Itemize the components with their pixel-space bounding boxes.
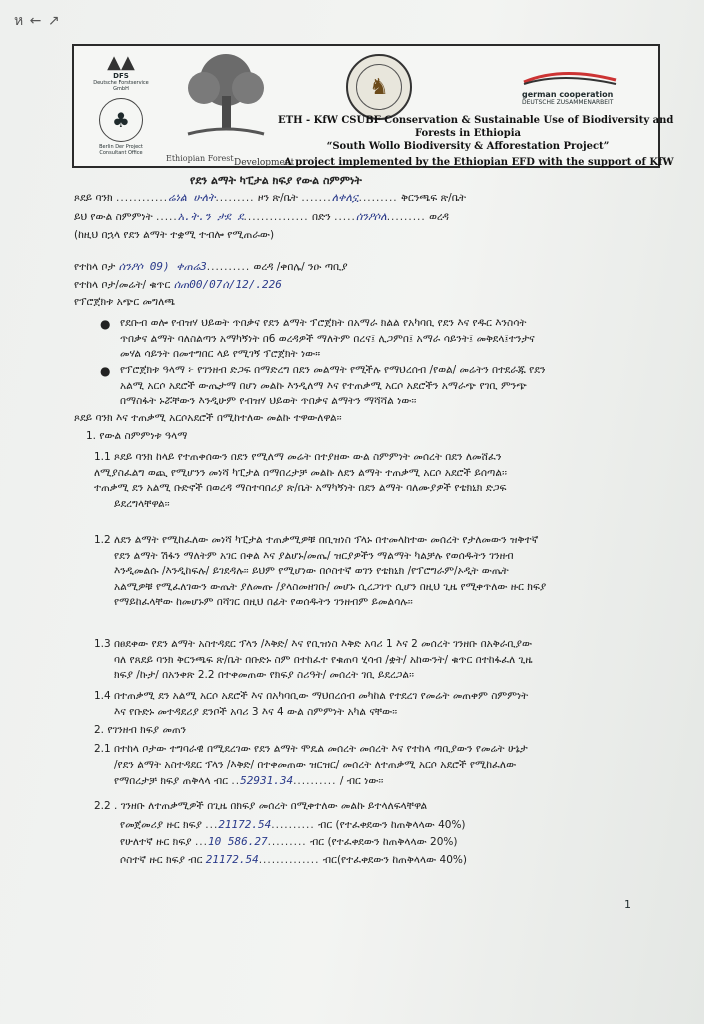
header-line3: “South Wollo Biodiversity & Afforestation Project” bbox=[326, 141, 610, 152]
hw-branch: ለቀለኗ bbox=[331, 191, 359, 204]
header-line4: A project implemented by the Ethiopian EFD with the support of KfW bbox=[284, 157, 674, 168]
development-label: Development bbox=[234, 158, 295, 168]
dfs-subtitle: Deutsche Forstservice GmbH bbox=[93, 80, 149, 92]
gc-sub: DEUTSCHE ZUSAMMENARBEIT bbox=[522, 99, 614, 106]
section-1-heading: 1. የውል ስምምነቱ ዓላማ bbox=[86, 430, 188, 442]
hw-pay1: 21172.54 bbox=[218, 818, 272, 831]
handwritten-mark: ห ← ↗ bbox=[14, 13, 61, 29]
dfs-tree-icon: ▲▲ bbox=[107, 52, 135, 73]
hw-woreda: ሰንዖሶለ bbox=[355, 210, 387, 223]
dfs-logo bbox=[90, 54, 152, 156]
section-2-heading: 2. የገንዘብ ክፍያ መጠን bbox=[94, 724, 187, 736]
clause-1-2: 1.2 ለደን ልማት የሚከፈለው መነሻ ካፒታል ተጠቃሚዎቹ በቢዝነስ ፕላኑ በተመላከተው መሰረት የታለመውን ዝቅተኛ የደን ልማት ሽፋን ማለትም አገር በቀል እና ያልሆኑ/መጤ/ ዝርያዎችን ማልማት ካልቻሉ የወሰዱትን ገንዘብ እንዲመልሱ /እንዲከፍሉ/ ይገደዳሉ፡፡ ይህም የሚሆነው በሶስተኛ ወገን የቴክኒክ /የፕሮግራም/ኦዲት ውጤት አልሚዎቹ የሚፈለገውን ውጤት ያለመጡ /ያላስመዘገቡ/ መሆኑ ሲረጋገጥ ሲሆን በዚህ ጊዜ የሚቀጥለው ዙር ክፍያ የማይከፈላቸው ከመሆኑም በሻገር በዚህ በፊት የወሰዱትን ገንዘብም ይመልሳሉ፡፡ bbox=[94, 534, 547, 608]
antelope-icon: ♞ bbox=[356, 64, 402, 110]
row-called: (ከዚህ በኋላ የደን ልማት ተቋሚ ተብሎ የሚጠራው) bbox=[74, 229, 275, 241]
project-header-box bbox=[72, 44, 674, 168]
payment-2: የሁለተኛ ዙር ክፍያ ...10 586.27......... ብር (የተፈቀደውን ከጠቅላላው 20%) bbox=[120, 835, 458, 848]
intro-line: ጾደይ ባንክ እና ተጠቃሚ አርሶአደሮች በሚከተለው መልኩ ተዋውለዋል፡፡ bbox=[74, 412, 342, 424]
tree-logo-icon bbox=[180, 50, 272, 146]
dfs-caption: Berlin Der Project Consultant Office bbox=[99, 144, 143, 156]
payment-3: ሶስተኛ ዙር ክፍያ ብር 21172.54.............. ብር(የተፈቀደውን ከጠቅላላው 40%) bbox=[120, 853, 467, 866]
header-line2: Forests in Ethiopia bbox=[414, 128, 521, 139]
german-cooperation-logo bbox=[522, 70, 618, 106]
clause-2-1: 2.1 በተከላ ቦታው ተግባራዊ በሚደረገው የደን ልማት ሞዴል መሰረት መሰረት እና የተከላ ጣቢያውን የመሬት ሁኔታ /የደን ልማት አስተዳደር ፕላን /እቅድ/ በተቀመጠው ዝርዝር/ መሰረት ለተጠቃሚ አርሶ አደሮች የሚከፈለው የማበረታቻ ክፍያ ጠቅላላ ብር ..52931.34.......... / ብር ነው፡፡ bbox=[94, 743, 528, 787]
hw-pay2: 10 586.27 bbox=[207, 835, 268, 848]
hw-zone: ሬነል ሁለት bbox=[168, 191, 216, 204]
dfs-name: DFS bbox=[113, 72, 129, 80]
gc-name: german cooperation bbox=[522, 90, 614, 99]
consultant-seal-icon: ♣ bbox=[99, 98, 143, 142]
clause-1-3: 1.3 በፀደቀው የደን ልማት አስተዳደር ፕላን /እቅድ/ እና የቢዝነስ እቅድ አባሪ 1 እና 2 መሰረት ገንዘቡ በአቅራቢያው ባለ የጸደይ ባንክ ቅርንጫፍ ጽ/ቤት በቡድኑ ስም በተከፈተ የቁጠባ ሂሳብ /ቋት/ አከውንት/ ቁጥር በተከፋፈለ ጊዜ ክፍያ /ኩታ/ በአንቀጽ 2.2 በተቀመጠው የክፍያ ስሪዓት/ መሰረት ገቢ ይደረጋል፡፡ bbox=[94, 638, 533, 681]
bullet-1-icon: ● bbox=[100, 317, 111, 331]
swoosh-icon bbox=[522, 70, 618, 86]
bullet-1: የደቡብ ወሎ የብዝሃ ህይወት ጥበቃና የደን ልማት ፕሮጀክት በአማራ ክልል የአካባቢ የደን እና የዱር እንስሳት ጥበቃና ልማት ባለስልጣን አማካኝነት በ6 ወረዳዎች ማለትም በረና፤ ሊጋምበ፤ አማራ ሳይንት፤ መቅደላ፤ተንታና መሃል ሳይንት በመተግበር ላይ የሚገኝ ፕሮጀክት ነው። bbox=[120, 317, 535, 360]
hw-pay3: 21172.54 bbox=[205, 853, 259, 866]
header-line1: ETH - KfW CSUBF Conservation & Sustainable Use of Biodiversity and bbox=[278, 115, 674, 126]
bullet-2-icon: ● bbox=[100, 364, 111, 378]
bullet-2: የፕሮጀክቱ ዓላማ ፦ የገንዘብ ድጋፍ በማድረግ በደን መልማት የሚችሉ የማህረሰብ /የወል/ መሬትን በተደራጁ የደን አልሚ አርሶ አደሮች ውጤታማ በሆነ መልኩ እንዲለማ እና የተጠቃሚ አርሶ አደሮችን አማራጭ የገቢ ምንጭ በማስፋት ኑሯቸውን እንዲሁም የብዝሃ ህይወት ጥበቃና ልማትን ማሻሻል ነው፡፡ bbox=[120, 364, 546, 407]
hw-total: 52931.34 bbox=[240, 774, 294, 787]
ethiopia-seal bbox=[346, 54, 412, 120]
project-title bbox=[278, 114, 674, 153]
clause-1-4: 1.4 በተጠቃሚ ደን አልሚ አርሶ አደሮች እና በአካባቢው ማህበረሰብ መካከል የተደረገ የመሬት መጠቀም ስምምነት እና የቡድኑ መተዳደሪያ ደንቦች አባሪ 3 እና 4 ውል ስምምነት አካል ናቸው፡፡ bbox=[94, 690, 529, 718]
row-plot: የተከላ ቦታ/መሬት/ ቁጥር ሰጠ00/07ሰ/12/.226 bbox=[74, 278, 282, 291]
clause-2-2: 2.2 . ገንዘቡ ለተጠቃሚዎች በጊዜ በክፍያ መሰረት በሚቀተለው መልኩ ይተላለፍላቸዋል bbox=[94, 800, 428, 812]
hw-site: ሰንዖሶ 09) ቀጠሬ3 bbox=[118, 260, 207, 273]
payment-1: የመጀመሪያ ዙር ክፍያ ...21172.54.......... ብር (የተፈቀደውን ከጠቅላላው 40%) bbox=[120, 818, 466, 831]
row-site: የተከላ ቦታ ሰንዖሶ 09) ቀጠሬ3.......... ወረዳ /ቀበሌ/ ንዑ ጣቢያ bbox=[74, 260, 348, 273]
row-bank: ጾደይ ባንክ ............ሬነል ሁለት......... ዞን ጽ/ቤት .......ለቀለኗ......... ቅርንጫፍ ጽ/ቤት bbox=[74, 191, 467, 204]
row-summary-head: የፕሮጀክቱ አጭር መግለጫ bbox=[74, 296, 176, 308]
hw-name: አ.ት.ን ታደ ደ bbox=[177, 210, 244, 223]
clause-1-1: 1.1 ጾደይ ባንክ ከላይ የተጠቀሰውን በደን የሚለማ መሬት በተያዘው ውል ስምምነት መሰረት በደን ለመሸፈን ለሚያስፈልግ ወጪ የሚሆንን መነሻ ካፒታል በማበረታቻ መልኩ ለደን ልማት ተጠቃሚ አርሶ አደሮች ይሰጣል፡፡ ተጠቃሚ ደን አልሚ ቡድኖች በወረዳ ማስተባበሪያ ጽ/ቤት አማካኝነት በደን ልማት ባለሙያዎች የቴክኒክ ድጋፍ ይደረግላቸዋል፡፡ bbox=[94, 451, 507, 510]
tree-caption: Ethiopian Forest bbox=[166, 154, 234, 163]
doc-title: የደን ልማት ካፒታል ክፍያ የውል ስምምነት bbox=[190, 174, 362, 187]
row-agreement: ይህ የውል ስምምነት .....አ.ት.ን ታደ ደ............... በድን .....ሰንዖሶለ......... ወረዳ bbox=[74, 210, 449, 223]
hw-plot: ሰጠ00/07ሰ/12/.226 bbox=[173, 278, 282, 291]
page-number: 1 bbox=[624, 898, 631, 911]
